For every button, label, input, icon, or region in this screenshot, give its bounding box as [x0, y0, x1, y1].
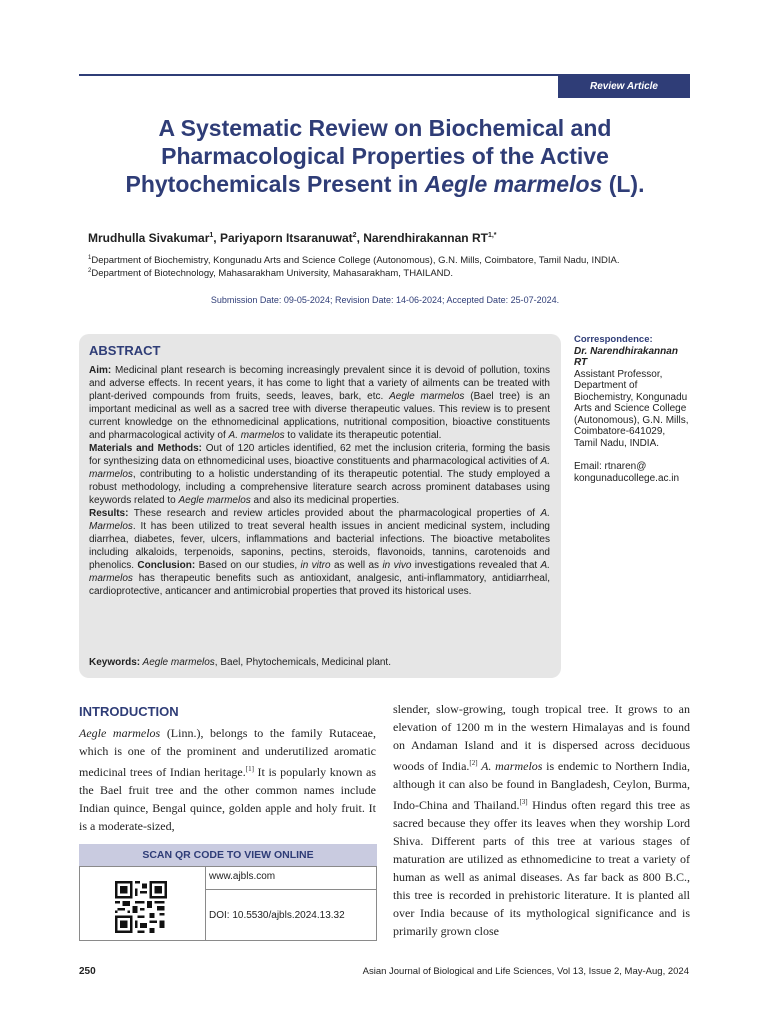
revision-label: ; Revision Date: — [329, 295, 396, 305]
abstract-italic: A. marmelos — [89, 456, 550, 480]
abstract-italic: A. marmelos — [89, 560, 550, 584]
author-separator: , — [356, 231, 364, 245]
abstract-italic: A. marmelos — [228, 430, 285, 441]
abstract-italic: Aegle marmelos — [389, 391, 465, 402]
body-text: is endemic to Northern India, although it can also be found in Bangladesh, Ceylon, Burma, Indo-China and Thailand. — [393, 759, 690, 812]
publication-dates — [80, 295, 690, 305]
affiliation-1 — [88, 255, 620, 266]
correspondent-address: Coimbatore-641029, — [574, 426, 666, 437]
submission-date: 09-05-2024 — [283, 295, 330, 305]
body-text: (Linn.), belongs to the family Rutaceae, which is one of the prominent and underutilized aromatic medicinal trees of Indian heritage. — [79, 726, 376, 779]
correspondent-email: kongunaducollege.ac.in — [574, 472, 680, 484]
page-number: 250 — [79, 966, 96, 977]
body-text: slender, slow-growing, tough tropical tree. It grows to an elevation of 1200 m in the western Himalayas and is found on Andaman Island and it is dispersed across deciduous woods of India. — [393, 702, 690, 773]
abstract-text: , contributing to a holistic understanding of its therapeutic potential. The study employed a robust methodology, including a comprehensive literature search across prominent databases using keywords related to — [89, 469, 550, 506]
title-line-3-prefix: Phytochemicals Present in — [125, 171, 425, 197]
abstract-italic: in vivo — [382, 560, 412, 571]
correspondent-name: RT — [574, 357, 588, 368]
body-text: It is popularly known as the Bael fruit tree and the other common names include Indian quince, Bengal quince, golden apple and holy fruit. It is a moderate-sized, — [79, 765, 376, 833]
qr-code-icon[interactable] — [115, 881, 167, 933]
doi-link[interactable]: DOI: 10.5530/ajbls.2024.13.32 — [209, 910, 345, 921]
abstract-text: (Bael tree) is an important medicinal as well as a sacred tree with diverse therapeutic values. This review is to present current knowledge on the ethnomedicinal applications, nutritional composition, bioactive constituents and pharmacological activity of — [89, 391, 550, 441]
author-name: Mrudhulla Sivakumar — [88, 231, 210, 245]
correspondent-address: Arts and Science College — [574, 403, 687, 414]
citation: [3] — [519, 798, 528, 806]
abstract-text: has therapeutic benefits such as antioxidant, analgesic, anti-inflammatory, antidiarrheal, cardioprotective, anticancer and antimicrobial properties that proved its historical uses. — [89, 573, 550, 597]
abstract-text: Based on our studies, — [195, 560, 301, 571]
title-species: Aegle marmelos — [424, 171, 603, 197]
revision-date: 14-06-2024 — [395, 295, 443, 305]
affiliation-text: Department of Biotechnology, Mahasarakham University, Mahasarakham, THAILAND. — [91, 268, 454, 280]
qr-panel-heading: SCAN QR CODE TO VIEW ONLINE — [79, 844, 377, 867]
keywords-label: Keywords: — [89, 657, 141, 668]
keywords-text: , Bael, Phytochemicals, Medicinal plant. — [214, 657, 391, 668]
correspondent-name: Dr. Narendhirakannan — [574, 345, 678, 357]
species-name: Aegle marmelos — [79, 726, 161, 740]
abstract-text: investigations revealed that — [411, 560, 541, 571]
keywords — [89, 657, 391, 668]
journal-citation: Asian Journal of Biological and Life Sciences, Vol 13, Issue 2, May-Aug, 2024 — [362, 966, 689, 977]
title-line-3 — [80, 170, 690, 198]
conclusion-label: Conclusion: — [137, 560, 196, 571]
paper-title — [80, 114, 690, 198]
title-line-2: Pharmacological Properties of the Active — [161, 143, 609, 169]
citation: [1] — [245, 765, 254, 773]
abstract-text: . It has been utilized to treat several health issues in ancient medicinal system, including diarrhea, diabetes, fever, ulcers, inflammations and bacterial infections. The bioactive metabolites including alkaloids, terpenoids, saponins, pectins, steroids, flavonoids, tannins, carotenoids and phenolics. — [89, 521, 550, 571]
author-affil-mark: 1,* — [487, 232, 497, 239]
author-affil-mark: 1 — [209, 232, 214, 239]
accepted-label: ; Accepted Date: — [442, 295, 511, 305]
accepted-date: 25-07-2024. — [510, 295, 560, 305]
correspondent-address: (Autonomous), G.N. Mills, — [574, 414, 689, 426]
aim-label: Aim: — [89, 365, 112, 376]
body-text: Hindus often regard this tree as sacred because they offer its leaves when they worship Lord Shiva. Different parts of this tree at various stages of maturation are utilized as ethnomedicine to treat a variety of human as well as animal diseases. As far back as 800 B.C., this tree is recorded in prehistoric literature. It is planted all over India because of its mythological significance and is primarily grown close — [393, 798, 690, 938]
author-affil-mark: 2 — [352, 232, 357, 239]
correspondent-email: Email: rtnaren@ — [574, 461, 647, 472]
author-list — [88, 231, 497, 245]
abstract-italic: Aegle marmelos — [178, 495, 251, 506]
abstract-italic: A. Marmelos — [89, 508, 550, 532]
qr-panel-divider — [205, 867, 206, 941]
affiliation-mark: 1 — [88, 255, 92, 261]
correspondent-address: Department of — [574, 380, 638, 391]
introduction-left-column — [79, 724, 376, 835]
abstract-text: Out of 120 articles identified, 62 met the inclusion criteria, forming the basis for synthesizing data on ethnomedicinal uses, bioactive constituents and pharmacological activities of — [89, 443, 550, 467]
author-name: Narendhirakannan RT — [363, 231, 488, 245]
journal-url-link[interactable]: www.ajbls.com — [209, 871, 276, 882]
author-separator: , — [213, 231, 220, 245]
correspondent-address: Biochemistry, Kongunadu — [574, 391, 688, 403]
correspondence-heading: Correspondence: — [574, 334, 653, 345]
abstract-body — [89, 364, 550, 598]
methods-label: Materials and Methods: — [89, 443, 203, 454]
species-name: A. marmelos — [477, 759, 543, 773]
results-label: Results: — [89, 508, 129, 519]
article-type-badge: Review Article — [558, 74, 690, 98]
abstract-text: as well as — [330, 560, 383, 571]
abstract-italic: in vitro — [300, 560, 331, 571]
keywords-italic: Aegle marmelos — [140, 657, 215, 668]
introduction-heading: INTRODUCTION — [79, 704, 179, 719]
abstract-text: These research and review articles provided about the pharmacological properties of — [128, 508, 541, 519]
correspondent-address: Tamil Nadu, INDIA. — [574, 437, 660, 449]
author-name: Pariyaporn Itsaranuwat — [219, 231, 353, 245]
citation: [2] — [469, 759, 478, 767]
qr-panel-row-divider — [205, 889, 377, 890]
submission-label: Submission Date: — [210, 295, 284, 305]
affiliation-mark: 2 — [88, 268, 92, 274]
abstract-text: Medicinal plant research is becoming increasingly prevalent since it is devoid of pollution, toxins and adverse effects. In recent years, it has come to light that a variety of ailments can be treated with plant-derived compounds from fruits, seeds, leaves, bark, etc. — [89, 365, 550, 402]
abstract-text: to validate its therapeutic potential. — [284, 430, 442, 441]
abstract-text: and also its medicinal properties. — [250, 495, 400, 506]
correspondence-block — [574, 334, 694, 484]
title-line-1: A Systematic Review on Biochemical and — [158, 115, 612, 141]
affiliation-text: Department of Biochemistry, Kongunadu Arts and Science College (Autonomous), G.N. Mills, Coimbatore, Tamil Nadu, INDIA. — [91, 255, 620, 267]
affiliation-2 — [88, 268, 453, 279]
abstract-heading: ABSTRACT — [89, 343, 161, 358]
introduction-right-column — [393, 700, 690, 940]
title-line-3-suffix: (L). — [602, 171, 645, 197]
correspondent-address: Assistant Professor, — [574, 368, 663, 380]
